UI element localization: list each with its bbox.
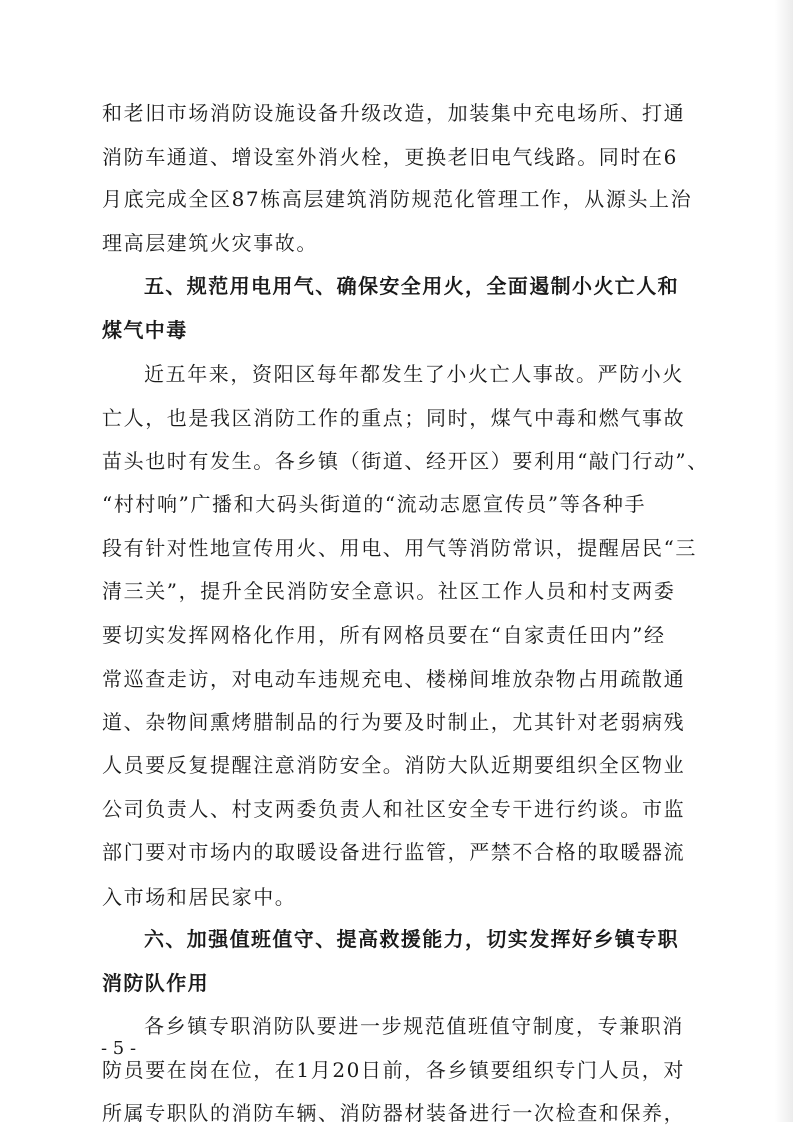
paragraph-line: 公司负责人、村支两委负责人和社区安全专干进行约谈。市监 (102, 797, 686, 821)
paragraph-line: 道、杂物间熏烤腊制品的行为要及时制止，尤其针对老弱病残 (102, 710, 686, 734)
paragraph-line: 月底完成全区87栋高层建筑消防规范化管理工作，从源头上治 (102, 187, 693, 211)
paragraph-line: 常巡查走访，对电动车违规充电、楼梯间堆放杂物占用疏散通 (102, 667, 686, 691)
scan-edge-shadow (775, 0, 793, 1122)
paragraph-line: 亡人，也是我区消防工作的重点；同时，煤气中毒和燃气事故 (102, 406, 686, 430)
paragraph-line: 部门要对市场内的取暖设备进行监管，严禁不合格的取暖器流 (102, 840, 686, 864)
section-heading-line: 消防队作用 (102, 971, 209, 995)
section-heading-line: 五、规范用电用气、确保安全用火，全面遏制小火亡人和 (144, 274, 679, 298)
paragraph-line: 和老旧市场消防设施设备升级改造，加装集中充电场所、打通 (102, 101, 686, 125)
page-number: - 5 - (101, 1038, 137, 1059)
paragraph-line: 苗头也时有发生。各乡镇（街道、经开区）要利用“敲门行动”、 (102, 449, 709, 473)
paragraph-line: “村村响”广播和大码头街道的“流动志愿宣传员”等各种手 (102, 492, 647, 516)
paragraph-line: 人员要反复提醒注意消防安全。消防大队近期要组织全区物业 (102, 753, 686, 777)
paragraph-line: 防员要在岗在位，在1月20日前，各乡镇要组织专门人员，对 (102, 1058, 685, 1082)
paragraph-line: 所属专职队的消防车辆、消防器材装备进行一次检查和保养， (102, 1101, 686, 1125)
paragraph-line: 消防车通道、增设室外消火栓，更换老旧电气线路。同时在6 (102, 145, 678, 169)
paragraph-line: 理高层建筑火灾事故。 (102, 231, 318, 255)
paragraph-line: 各乡镇专职消防队要进一步规范值班值守制度，专兼职消 (144, 1014, 684, 1038)
paragraph-line: 要切实发挥网格化作用，所有网格员要在“自家责任田内”经 (102, 623, 666, 647)
paragraph-line: 清三关”，提升全民消防安全意识。社区工作人员和村支两委 (102, 579, 676, 603)
paragraph-line: 入市场和居民家中。 (102, 885, 297, 909)
section-heading-line: 六、加强值班值守、提高救援能力，切实发挥好乡镇专职 (144, 927, 679, 951)
section-heading-line: 煤气中毒 (102, 318, 188, 342)
paragraph-line: 段有针对性地宣传用火、用电、用气等消防常识，提醒居民“三 (102, 536, 698, 560)
paragraph-line: 近五年来，资阳区每年都发生了小火亡人事故。严防小火 (144, 362, 684, 386)
